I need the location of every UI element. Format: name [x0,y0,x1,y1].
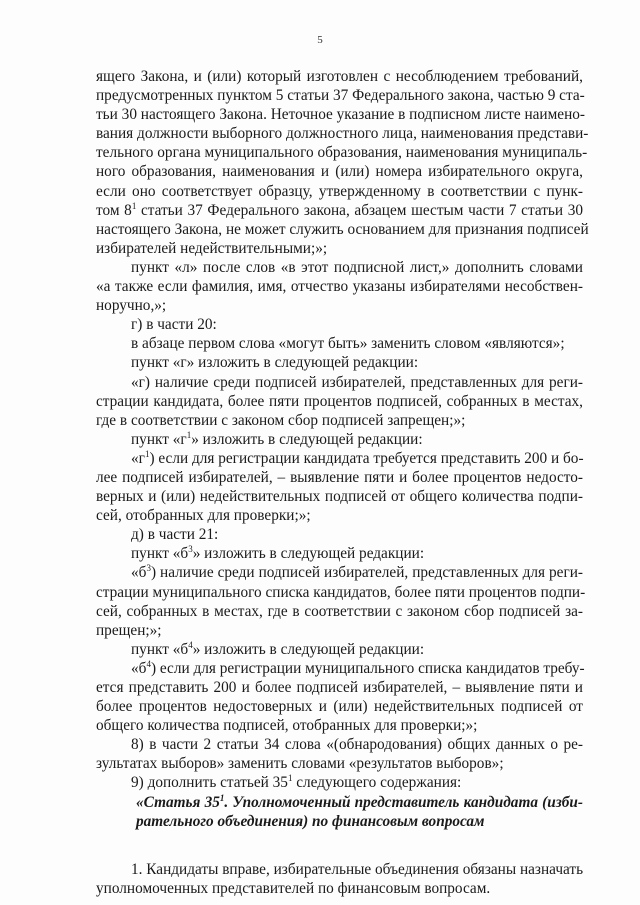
text-line: верных и (или) недействительных подписей от общего количества подпи- [96,488,583,506]
text-line: пункт «$г^1$» изложить в следующей редакции: [131,429,423,448]
text-line: избирателей недействительными;»; [96,239,328,257]
text-line: ящего Закона, и (или) который изготовлен с несоблюдением требований, [96,68,583,85]
text-line: настоящего Закона, не может служить основанием для признания подписей [96,220,589,238]
text-line: тельного органа муниципального образования, наименования муниципаль- [96,144,588,162]
text-line: рательного объединения) по финансовым вопросам [136,812,485,830]
text-line: г) в части 20: [131,316,217,334]
text-line: если оно соответствует образцу, утвержденному в соответствии с пунк- [96,182,583,200]
text-line: страции муниципального списка кандидатов, более пяти процентов подпи- [96,583,586,601]
text-line: 8) в части 2 статьи 34 слова «(обнародования) общих данных о ре- [131,736,583,754]
superscript: 1 [287,773,293,784]
text-line: сей, отобранных для проверки;»; [96,507,311,525]
text-line: пункт «г» изложить в следующей редакции: [131,354,419,372]
text-line: пункт «$б^3$» изложить в следующей редакции: [131,544,425,563]
text-line: прещен;»; [96,621,162,639]
text-line: зультатах выборов» заменить словами «результатов выборов»; [96,755,504,773]
text-line: «г) наличие среди подписей избирателей, представленных для реги- [131,373,583,391]
text-line: лее подписей избирателей, – выявление пяти и более процентов недосто- [96,468,583,486]
text-line: общего количества подписей, отобранных для проверки;»; [96,717,478,735]
text-line: «$б^3$) наличие среди подписей избирателей, представленных для реги- [131,563,583,582]
text-line: более процентов недостоверных и (или) недействительных подписей от [96,698,583,716]
text-line: норучно,»; [96,297,167,315]
text-line: 9) дополнить статьей $35^1$ следующего содержания: [131,773,462,792]
superscript: 4 [188,639,193,650]
text-line: «Статья $35^1$. Уполномоченный представитель кандидата (изби- [136,792,583,811]
page-number: 5 [317,34,323,46]
paragraph-gap [96,831,583,860]
text-line: ного образования, наименования и (или) номера избирательного округа, [96,163,583,181]
superscript: 1 [219,792,225,803]
text-line: том $8^1$ статьи 37 Федерального закона, абзацем шестым части 7 статьи 30 [96,200,583,219]
text-line: вания должности выборного должностного лица, наименования представи- [96,125,589,143]
superscript: 1 [144,448,150,459]
text-line: «$б^4$) если для регистрации муниципального списка кандидатов требу- [131,658,585,677]
text-line: «а также если фамилия, имя, отчество указаны избирателями несобствен- [96,278,583,296]
superscript: 1 [186,429,192,440]
text-line: в абзаце первом слова «могут быть» заменить словом «являются»; [131,335,565,353]
text-line: пункт «$б^4$» изложить в следующей редакции: [131,639,425,658]
text-line: «$г^1$) если для регистрации кандидата требуется представить 200 и бо- [131,448,584,467]
text-line: страции кандидата, более пяти процентов подписей, собранных в местах, [96,392,583,410]
text-line: тьи 30 настоящего Закона. Неточное указание в подписном листе наимено- [96,106,586,124]
superscript: 4 [146,658,151,669]
text-line: 1. Кандидаты вправе, избирательные объединения обязаны назначать [131,860,584,878]
text-line: ется представить 200 и более подписей избирателей, – выявление пяти и [96,679,583,696]
superscript: 3 [146,563,151,574]
superscript: 1 [131,200,137,211]
document-body [96,67,589,898]
text-line: сей, собранных в местах, где в соответствии с законом сбор подписей за- [96,602,583,620]
text-line: пункт «л» после слов «в этот подписной лист,» дополнить словами [131,258,583,276]
text-line: предусмотренных пунктом 5 статьи 37 Федерального закона, частью 9 ста- [96,87,585,105]
text-line: д) в части 21: [131,526,219,544]
text-line: где в соответствии с законом сбор подписей запрещен;»; [96,411,466,429]
superscript: 3 [188,544,193,555]
text-line: уполномоченных представителей по финансовым вопросам. [96,879,491,897]
